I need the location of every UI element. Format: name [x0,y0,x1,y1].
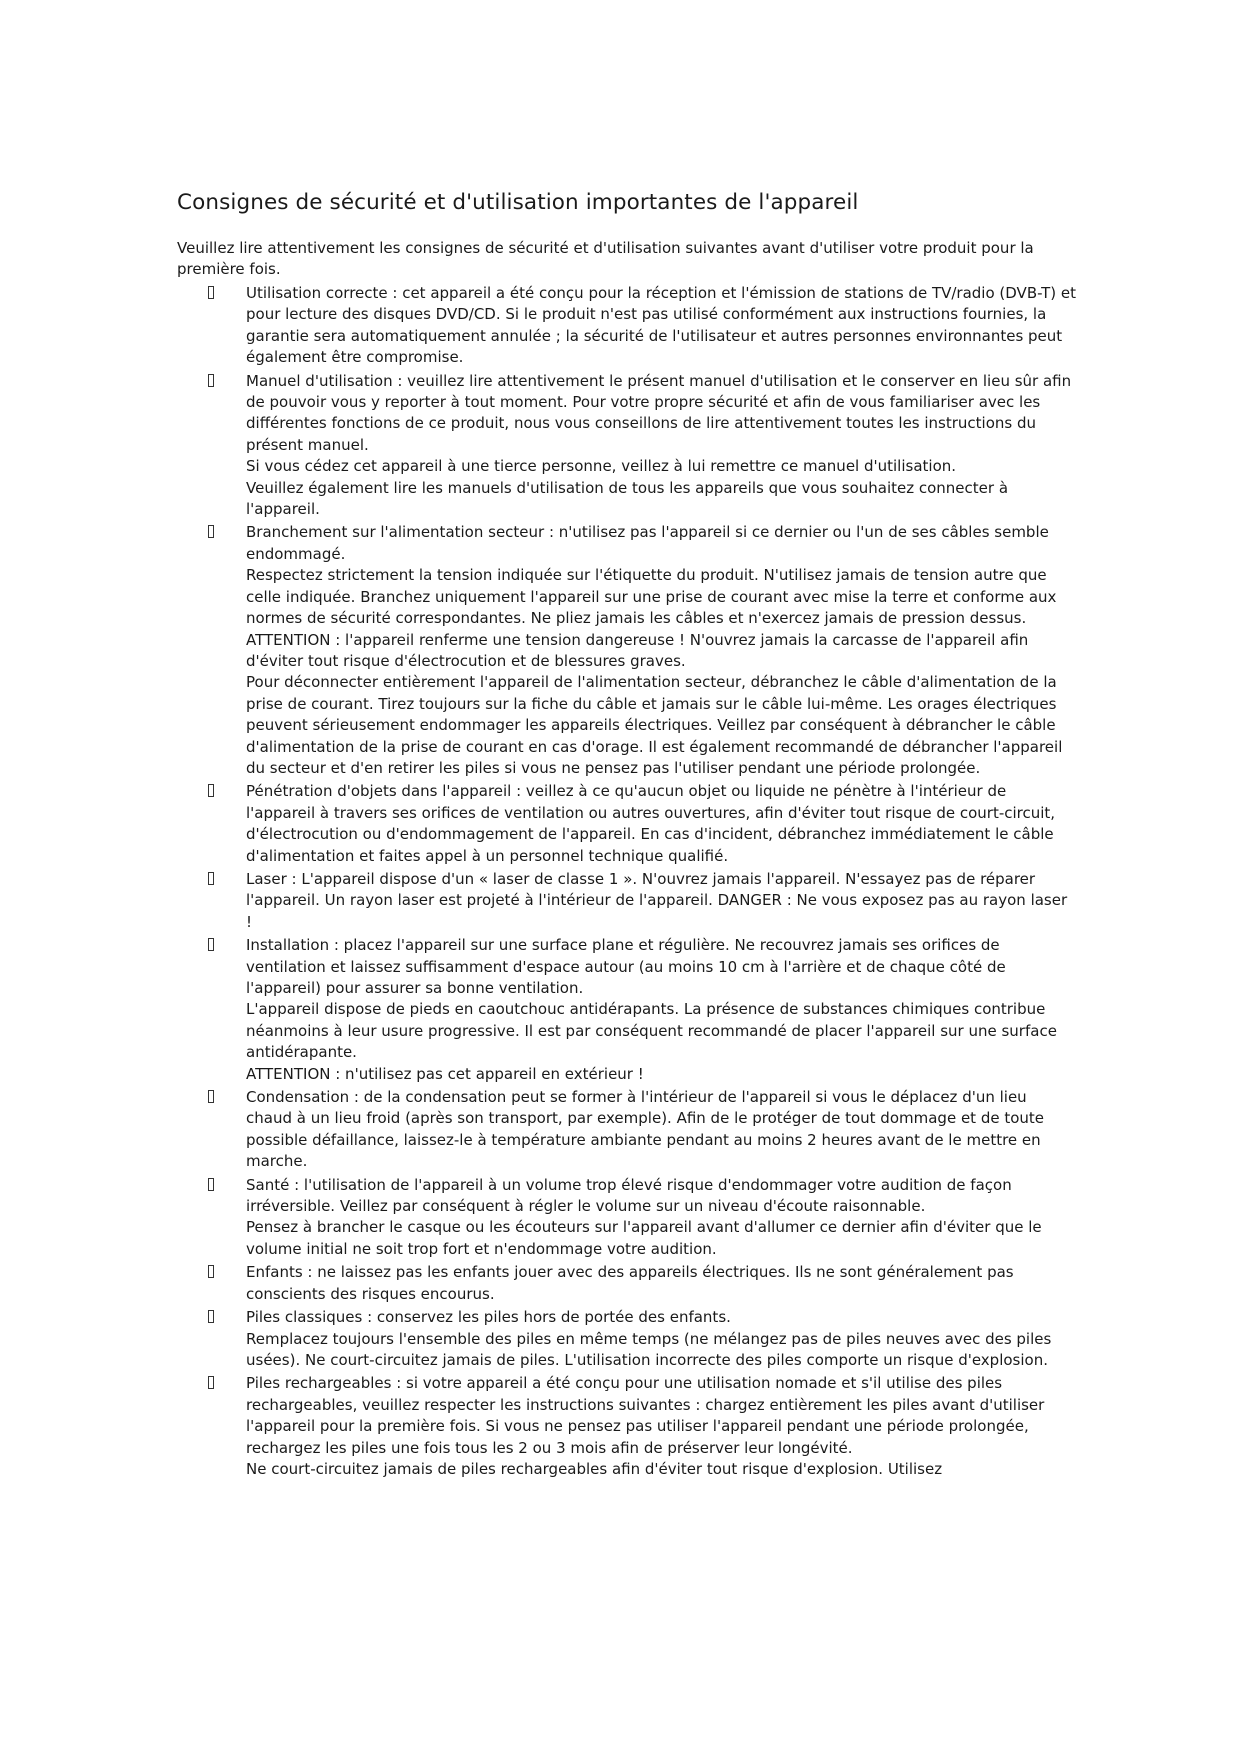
bullet-box-icon [208,525,214,538]
list-item-paragraph: Manuel d'utilisation : veuillez lire attentivement le présent manuel d'utilisation et le conserver en lieu sûr afin de pouvoir vous y reporter à tout moment. Pour votre propre sécurité et afin de vous familiariser avec les différentes fonctions de ce produit, nous vous conseillons de lire attentivement toutes les instructions du présent manuel. [246,371,1072,454]
list-item-paragraph: Pensez à brancher le casque ou les écouteurs sur l'appareil avant d'allumer ce dernier afin d'éviter que le volume initial ne soit trop fort et n'endommage votre audition. [246,1218,1042,1258]
bullet-box-icon [208,1178,214,1191]
list-item [177,371,1077,521]
list-item [177,869,1077,933]
list-item-paragraph: ATTENTION : l'appareil renferme une tension dangereuse ! N'ouvrez jamais la carcasse de l'appareil afin d'éviter tout risque d'électrocution et de blessures graves. [246,630,1029,670]
bullet-box-icon [208,784,214,797]
list-item-paragraph: Branchement sur l'alimentation secteur : n'utilisez pas l'appareil si ce dernier ou l'un de ses câbles semble endommagé. [246,523,1049,563]
list-item-paragraph: Condensation : de la condensation peut se former à l'intérieur de l'appareil si vous le déplacez d'un lieu chaud à un lieu froid (après son transport, par exemple). Afin de le protéger de tout dommage et de toute possible défaillance, laissez-le à température ambiante pendant au moins 2 heures avant de le mettre en marche. [246,1088,1045,1171]
bullet-box-icon [208,872,214,885]
list-item-paragraph: Laser : L'appareil dispose d'un « laser de classe 1 ». N'ouvrez jamais l'appareil. N'essayez pas de réparer l'appareil. Un rayon laser est projeté à l'intérieur de l'appareil. DANGER : Ne vous exposez pas au rayon laser ! [246,869,1068,931]
list-item [177,1087,1077,1173]
list-item [177,1373,1077,1480]
bullet-box-icon [208,286,214,299]
list-item-paragraph: ATTENTION : n'utilisez pas cet appareil en extérieur ! [246,1064,644,1083]
list-item [177,283,1077,369]
document-page [177,188,1077,1482]
bullet-box-icon [208,938,214,951]
page-title: Consignes de sécurité et d'utilisation importantes de l'appareil [177,190,859,215]
bullet-box-icon [208,1265,214,1278]
intro-paragraph: Veuillez lire attentivement les consignes de sécurité et d'utilisation suivantes avant d'utiliser votre produit pour la première fois. [177,239,1034,278]
list-item-paragraph: Respectez strictement la tension indiquée sur l'étiquette du produit. N'utilisez jamais de tension autre que celle indiquée. Branchez uniquement l'appareil sur une prise de courant avec mise la terre et conforme aux normes de sécurité correspondantes. Ne pliez jamais les câbles et n'exercez jamais de pression dessus. [246,566,1057,628]
list-item-paragraph: Utilisation correcte : cet appareil a été conçu pour la réception et l'émission de stations de TV/radio (DVB-T) et pour lecture des disques DVD/CD. Si le produit n'est pas utilisé conformément aux instructions fournies, la garantie sera automatiquement annulée ; la sécurité de l'utilisateur et autres personnes environnantes peut également être compromise. [246,284,1077,367]
list-item-paragraph: Ne court-circuitez jamais de piles rechargeables afin d'éviter tout risque d'explosion. Utilisez [246,1459,943,1478]
list-item-paragraph: Installation : placez l'appareil sur une surface plane et régulière. Ne recouvrez jamais ses orifices de ventilation et laissez suffisamment d'espace autour (au moins 10 cm à l'arrière et de chaque côté de l'appareil) pour assurer sa bonne ventilation. [246,936,1006,997]
safety-instructions-list [177,283,1077,1480]
list-item-paragraph: Pénétration d'objets dans l'appareil : veillez à ce qu'aucun objet ou liquide ne pénètre à l'intérieur de l'appareil à travers ses orifices de ventilation ou autres ouvertures, afin d'éviter tout risque de court-circuit, d'électrocution ou d'endommagement de l'appareil. En cas d'incident, débranchez immédiatement le câble d'alimentation et faites appel à un personnel technique qualifié. [246,782,1056,865]
list-item-paragraph: Enfants : ne laissez pas les enfants jouer avec des appareils électriques. Ils ne sont généralement pas conscients des risques encourus. [246,1263,1014,1303]
list-item [177,935,1077,1085]
list-item-paragraph: Pour déconnecter entièrement l'appareil de l'alimentation secteur, débranchez le câble d'alimentation de la prise de courant. Tirez toujours sur la fiche du câble et jamais sur le câble lui-même. Les orages électriques peuvent sérieusement endommager les appareils électriques. Veillez par conséquent à débrancher le câble d'alimentation de la prise de courant en cas d'orage. Il est également recommandé de débrancher l'appareil du secteur et d'en retirer les piles si vous ne pensez pas l'utiliser pendant une période prolongée. [246,673,1063,777]
bullet-box-icon [208,1376,214,1389]
list-item-paragraph: Santé : l'utilisation de l'appareil à un volume trop élevé risque d'endommager votre audition de façon irréversible. Veillez par conséquent à régler le volume sur un niveau d'écoute raisonnable. [246,1175,1012,1216]
bullet-box-icon [208,1090,214,1103]
bullet-box-icon [208,1310,214,1323]
list-item [177,522,1077,779]
list-item [177,781,1077,867]
list-item [177,1175,1077,1261]
list-item [177,1307,1077,1371]
list-item-paragraph: Veuillez également lire les manuels d'utilisation de tous les appareils que vous souhaitez connecter à l'appareil. [246,478,1009,519]
list-item-paragraph: L'appareil dispose de pieds en caoutchouc antidérapants. La présence de substances chimiques contribue néanmoins à leur usure progressive. Il est par conséquent recommandé de placer l'appareil sur une surface antidérapante. [246,1000,1057,1062]
bullet-box-icon [208,374,214,387]
list-item-paragraph: Piles classiques : conservez les piles hors de portée des enfants. [246,1308,731,1327]
list-item-paragraph: Remplacez toujours l'ensemble des piles en même temps (ne mélangez pas de piles neuves avec des piles usées). Ne court-circuitez jamais de piles. L'utilisation incorrecte des piles comporte un risque d'explosion. [246,1329,1052,1369]
list-item [177,1262,1077,1305]
list-item-paragraph: Si vous cédez cet appareil à une tierce personne, veillez à lui remettre ce manuel d'utilisation. [246,457,957,476]
list-item-paragraph: Piles rechargeables : si votre appareil a été conçu pour une utilisation nomade et s'il utilise des piles rechargeables, veuillez respecter les instructions suivantes : chargez entièrement les piles avant d'utiliser l'appareil pour la première fois. Si vous ne pensez pas utiliser l'appareil pendant une période prolongée, rechargez les piles une fois tous les 2 ou 3 mois afin de préserver leur longévité. [246,1374,1045,1457]
